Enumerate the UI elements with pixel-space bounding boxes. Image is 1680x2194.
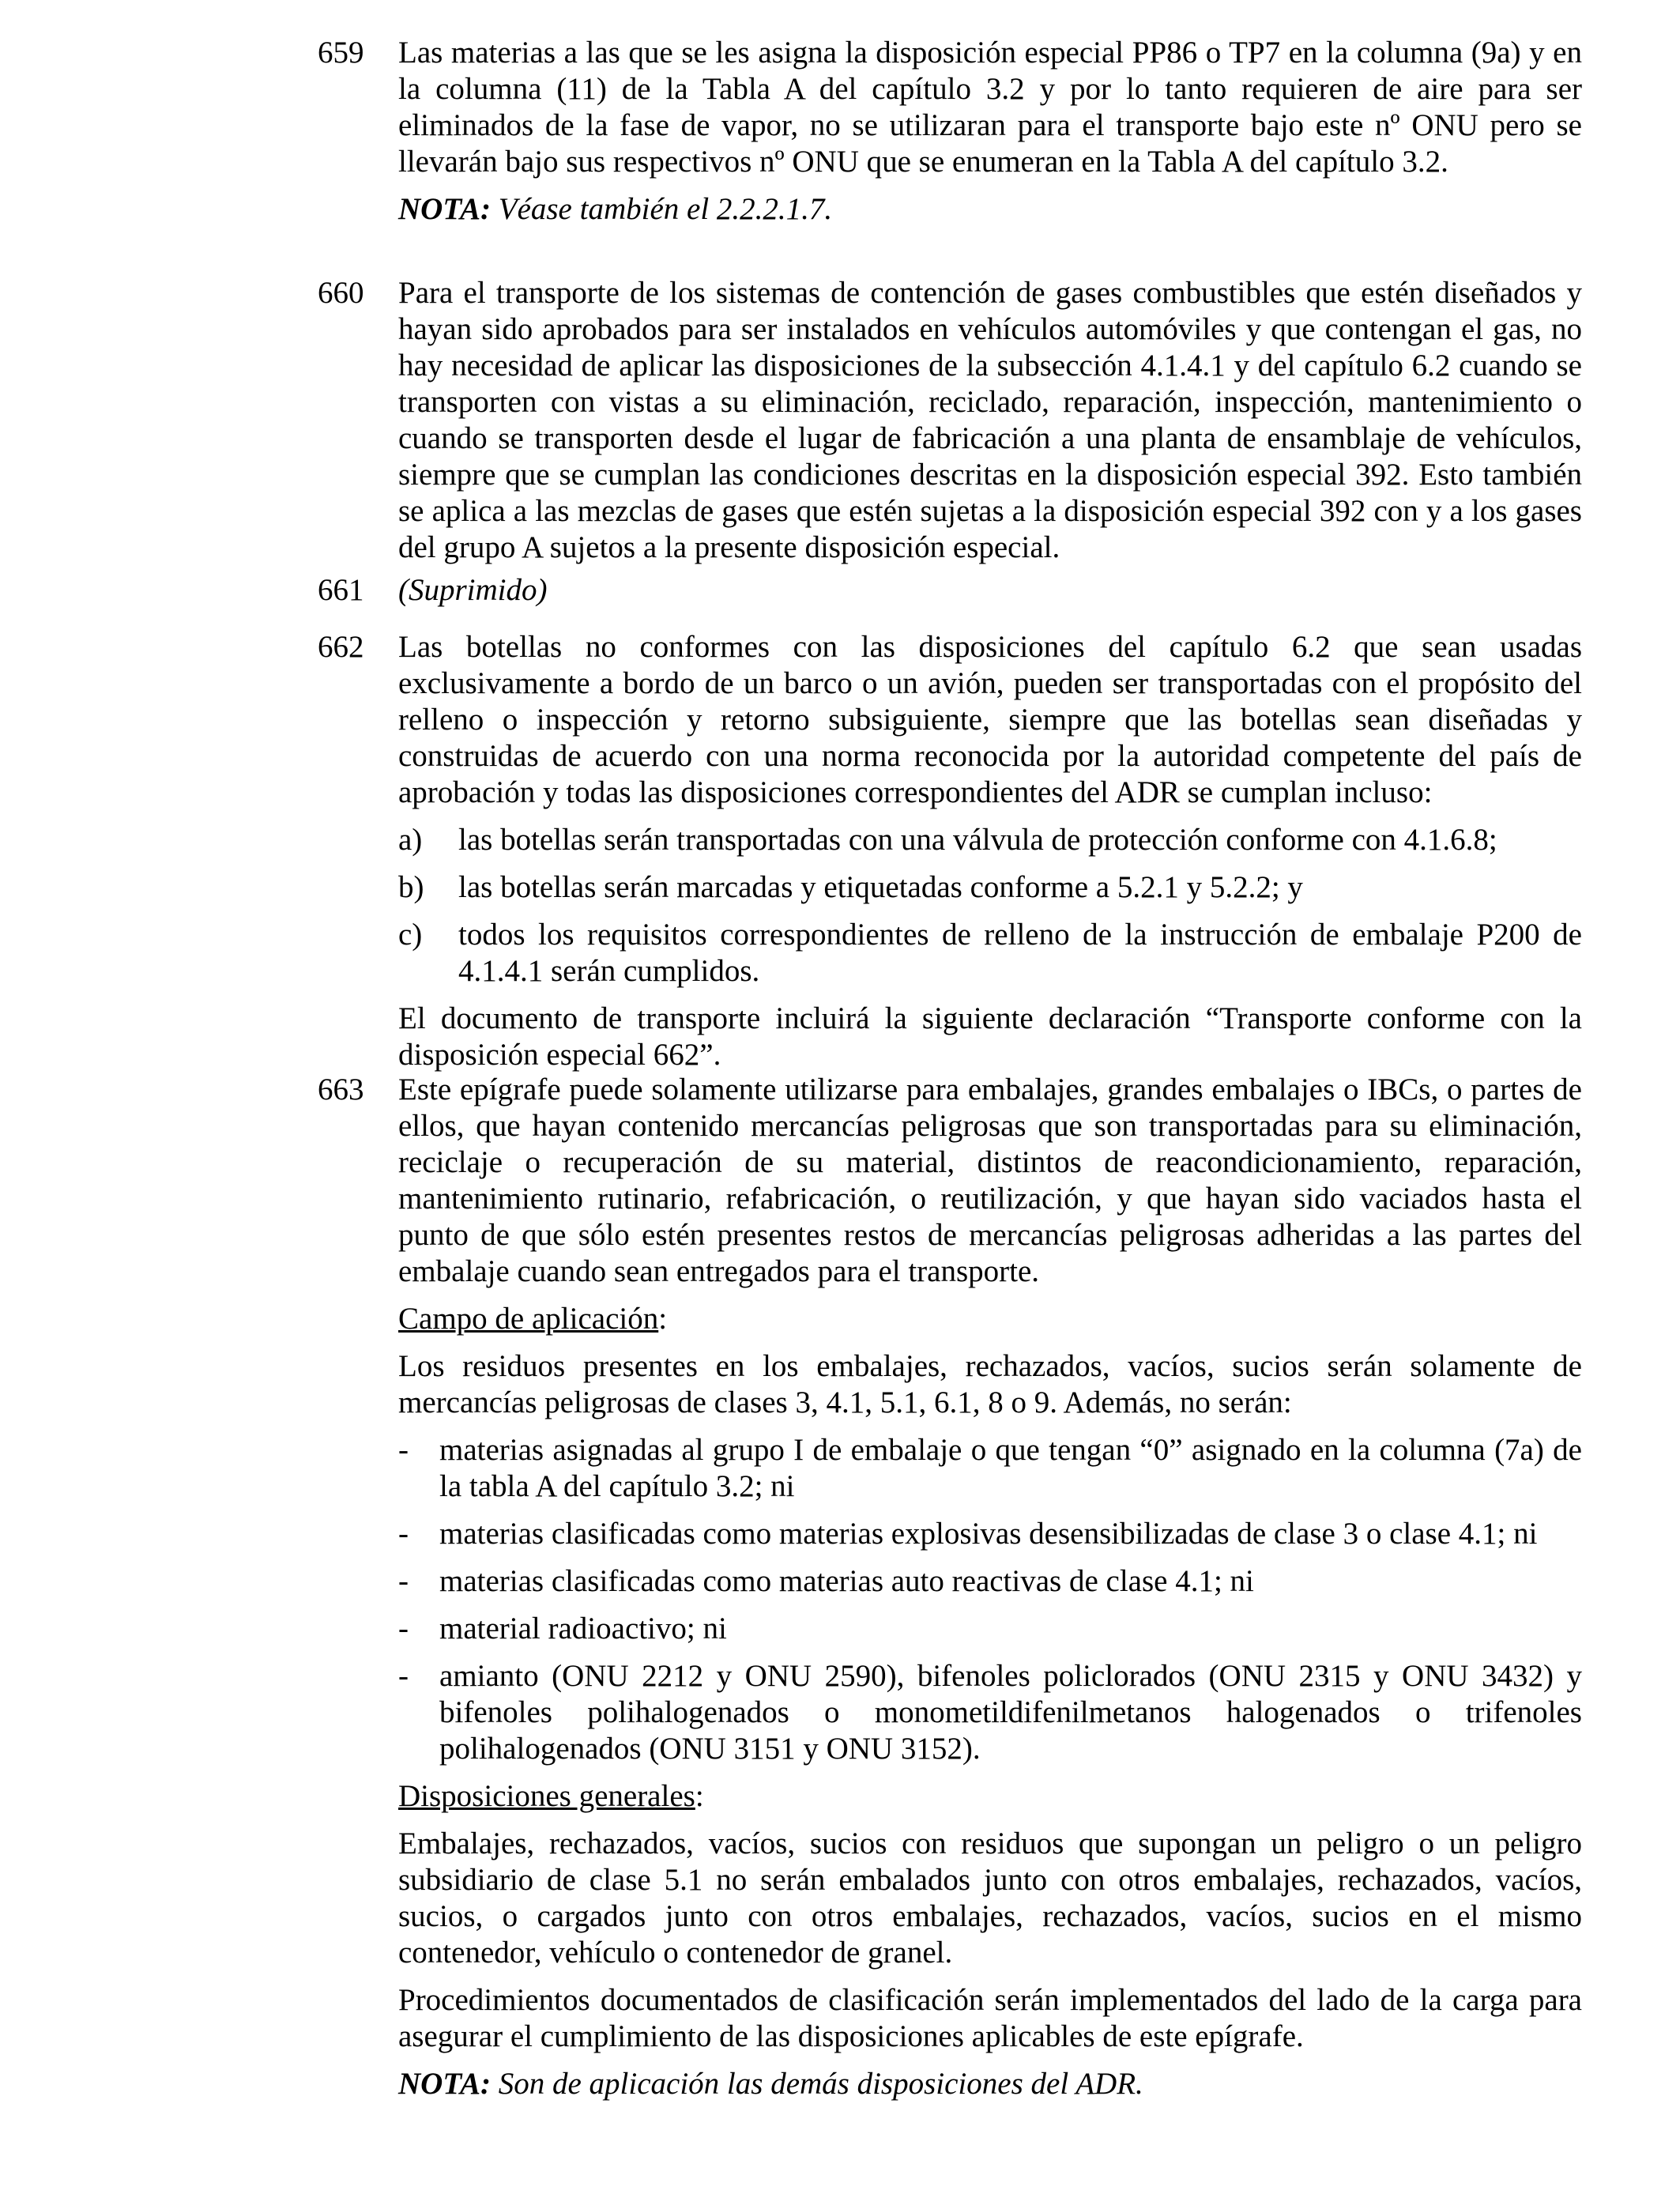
heading-colon: : bbox=[695, 1779, 704, 1813]
list-item-text: las botellas serán transportadas con una válvula de protección conforme con 4.1.6.8; bbox=[458, 823, 1497, 857]
list-marker: - bbox=[398, 1517, 409, 1551]
note-text: Son de aplicación las demás disposiciones del ADR. bbox=[498, 2067, 1143, 2101]
list-item bbox=[398, 822, 1582, 858]
scope-paragraph: Los residuos presentes en los embalajes, rechazados, vacíos, sucios serán solamente de mercancías peligrosas de clases 3, 4.1, 5.1, 6.1, 8 o 9. Además, no serán: bbox=[398, 1349, 1582, 1419]
closing-declaration: El documento de transporte incluirá la siguiente declaración “Transporte conforme con la disposición especial 662”. bbox=[398, 1001, 1582, 1072]
list-item-text: todos los requisitos correspondientes de relleno de la instrucción de embalaje P200 de 4.1.4.1 serán cumplidos. bbox=[458, 918, 1582, 988]
provision-text: Este epígrafe puede solamente utilizarse para embalajes, grandes embalajes o IBCs, o partes de ellos, que hayan contenido mercancías peligrosas que son transportadas para su eliminación, reciclaje o recuperación de su material, distintos de reacondicionamiento, reparación, mantenimiento rutinario, refabricación, o reutilización, y que hayan sido vaciados hasta el punto de que sólo estén presentes restos de mercancías peligrosas adheridas a las partes del embalaje cuando sean entregados para el transporte. bbox=[398, 1072, 1582, 1288]
note-label: NOTA: bbox=[398, 192, 491, 226]
provision-text: Las botellas no conformes con las disposiciones del capítulo 6.2 que sean usadas exclusivamente a bordo de un barco o un avión, pueden ser transportadas con el propósito del relleno o inspección y retorno subsiguiente, siempre que las botellas sean diseñadas y construidas de acuerdo con una norma reconocida por la autoridad competente del país de aprobación y todas las disposiciones correspondientes del ADR se cumplan incluso: bbox=[398, 630, 1582, 809]
list-marker: - bbox=[398, 1564, 409, 1598]
section-heading bbox=[398, 1778, 1582, 1815]
provision-number: 662 bbox=[318, 630, 364, 664]
list-item bbox=[398, 1432, 1582, 1505]
note bbox=[398, 2066, 1582, 2102]
heading-general: Disposiciones generales bbox=[398, 1779, 695, 1813]
list-marker: c) bbox=[398, 918, 423, 952]
provision-number: 660 bbox=[318, 276, 364, 310]
list-item bbox=[398, 1563, 1582, 1600]
provision-number: 663 bbox=[318, 1072, 364, 1106]
note-text: Véase también el 2.2.2.1.7. bbox=[498, 192, 833, 226]
provision-number: 661 bbox=[318, 573, 364, 607]
list-item bbox=[398, 869, 1582, 906]
provision-text: (Suprimido) bbox=[398, 573, 548, 607]
list-marker: a) bbox=[398, 823, 423, 857]
list-marker: - bbox=[398, 1659, 409, 1693]
list-item-text: materias asignadas al grupo I de embalaje o que tengan “0” asignado en la columna (7a) de la tabla A del capítulo 3.2; ni bbox=[439, 1433, 1582, 1503]
provision-text: Para el transporte de los sistemas de contención de gases combustibles que estén diseñados y hayan sido aprobados para ser instalados en vehículos automóviles y que contengan el gas, no hay necesidad de aplicar las disposiciones de la subsección 4.1.4.1 y del capítulo 6.2 cuando se transporten con vistas a su eliminación, reciclado, reparación, inspección, mantenimiento o cuando se transporten desde el lugar de fabricación a una planta de ensamblaje de vehículos, siempre que se cumplan las condiciones descritas en la disposición especial 392. Esto también se aplica a las mezclas de gases que estén sujetas a la disposición especial 392 con y a los gases del grupo A sujetos a la presente disposición especial. bbox=[398, 276, 1582, 564]
list-marker: b) bbox=[398, 870, 424, 904]
note bbox=[398, 191, 1582, 228]
list-marker: - bbox=[398, 1612, 409, 1646]
list-marker: - bbox=[398, 1433, 409, 1467]
list-item bbox=[398, 917, 1582, 990]
list-item-text: amianto (ONU 2212 y ONU 2590), bifenoles policlorados (ONU 2315 y ONU 3432) y bifenoles polihalogenados o monometildifenilmetanos halogenados o trifenoles polihalogenados (ONU 3151 y ONU 3152). bbox=[439, 1659, 1582, 1766]
list-item-text: las botellas serán marcadas y etiquetadas conforme a 5.2.1 y 5.2.2; y bbox=[458, 870, 1303, 904]
heading-scope: Campo de aplicación bbox=[398, 1302, 659, 1336]
list-item-text: materias clasificadas como materias auto reactivas de clase 4.1; ni bbox=[439, 1564, 1254, 1598]
provision-text: Las materias a las que se les asigna la disposición especial PP86 o TP7 en la columna (9a) y en la columna (11) de la Tabla A del capítulo 3.2 y por lo tanto requieren de aire para ser eliminados de la fase de vapor, no se utilizaran para el transporte bajo este nº ONU pero se llevarán bajo sus respectivos nº ONU que se enumeran en la Tabla A del capítulo 3.2. bbox=[398, 36, 1582, 179]
section-heading bbox=[398, 1301, 1582, 1337]
general-paragraph: Embalajes, rechazados, vacíos, sucios con residuos que supongan un peligro o un peligro subsidiario de clase 5.1 no serán embalados junto con otros embalajes, rechazados, vacíos, sucios, o cargados junto con otros embalajes, rechazados, vacíos, sucios en el mismo contenedor, vehículo o contenedor de granel. bbox=[398, 1826, 1582, 1970]
list-item-text: material radioactivo; ni bbox=[439, 1612, 727, 1646]
note-label: NOTA: bbox=[398, 2067, 491, 2101]
list-item-text: materias clasificadas como materias explosivas desensibilizadas de clase 3 o clase 4.1; ni bbox=[439, 1517, 1538, 1551]
heading-colon: : bbox=[658, 1302, 668, 1336]
provision-number: 659 bbox=[318, 36, 364, 70]
list-item bbox=[398, 1516, 1582, 1552]
list-item bbox=[398, 1611, 1582, 1647]
list-item bbox=[398, 1658, 1582, 1767]
procedures-paragraph: Procedimientos documentados de clasificación serán implementados del lado de la carga para asegurar el cumplimiento de las disposiciones aplicables de este epígrafe. bbox=[398, 1983, 1582, 2053]
